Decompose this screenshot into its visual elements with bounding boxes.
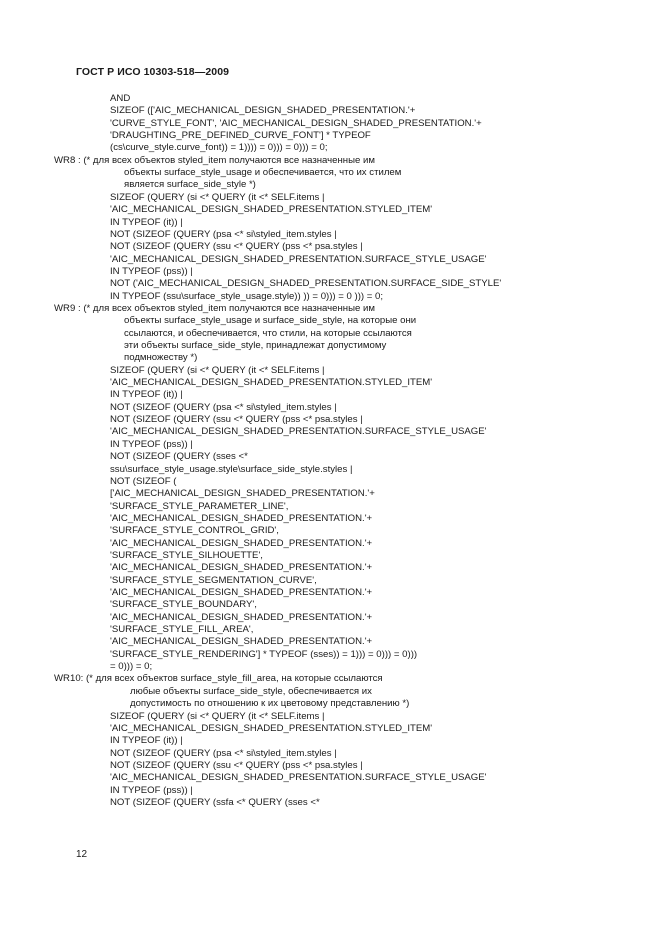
code-line: 'SURFACE_STYLE_CONTROL_GRID', (110, 525, 279, 537)
code-line: IN TYPEOF (it)) | (110, 389, 183, 401)
code-line: эти объекты surface_side_style, принадлежат допустимому (124, 340, 387, 351)
code-line: IN TYPEOF (it)) | (110, 735, 183, 747)
code-line: допустимость по отношению к их цветовому представлению *) (130, 698, 410, 710)
code-line: NOT (SIZEOF (QUERY (psa <* si\styled_item.styles | (110, 228, 337, 240)
code-line: 'AIC_MECHANICAL_DESIGN_SHADED_PRESENTATION.'+ (110, 562, 373, 574)
code-line: 'SURFACE_STYLE_RENDERING'] * TYPEOF (sses)) = 1))) = 0))) = 0))) (110, 648, 418, 660)
code-line: SIZEOF (QUERY (si <* QUERY (it <* SELF.items | (110, 364, 325, 376)
code-line: 'AIC_MECHANICAL_DESIGN_SHADED_PRESENTATION.STYLED_ITEM' (110, 377, 433, 389)
code-line: IN TYPEOF (it)) | (110, 216, 183, 228)
code-line: 'DRAUGHTING_PRE_DEFINED_CURVE_FONT'] * TYPEOF (110, 130, 371, 142)
code-line: 'AIC_MECHANICAL_DESIGN_SHADED_PRESENTATION.'+ (110, 636, 373, 648)
code-line: 'SURFACE_STYLE_BOUNDARY', (110, 599, 257, 611)
code-line: IN TYPEOF (pss)) | (110, 438, 193, 450)
code-line: 'AIC_MECHANICAL_DESIGN_SHADED_PRESENTATION.'+ (110, 537, 373, 549)
code-line: NOT (SIZEOF (QUERY (ssu <* QUERY (pss <* psa.styles | (110, 241, 363, 253)
code-line: SIZEOF (QUERY (si <* QUERY (it <* SELF.items | (110, 710, 325, 722)
code-line: NOT (SIZEOF (QUERY (ssu <* QUERY (pss <* psa.styles | (110, 759, 363, 771)
page-header: ГОСТ Р ИСО 10303-518—2009 (76, 66, 230, 78)
code-line: 'SURFACE_STYLE_FILL_AREA', (110, 624, 254, 636)
code-line: = 0))) = 0; (110, 661, 153, 673)
code-line: 'CURVE_STYLE_FONT', 'AIC_MECHANICAL_DESIGN_SHADED_PRESENTATION.'+ (110, 117, 482, 129)
code-line: 'SURFACE_STYLE_SEGMENTATION_CURVE', (110, 574, 317, 586)
code-line: объекты surface_style_usage и обеспечивается, что их стилем (124, 167, 402, 179)
code-line: NOT (SIZEOF (QUERY (ssu <* QUERY (pss <* psa.styles | (110, 414, 363, 426)
code-line: ['AIC_MECHANICAL_DESIGN_SHADED_PRESENTATION.'+ (110, 488, 375, 500)
code-line: любые объекты surface_side_style, обеспечивается их (130, 685, 372, 697)
code-line: 'AIC_MECHANICAL_DESIGN_SHADED_PRESENTATION.SURFACE_STYLE_USAGE' (110, 426, 487, 438)
code-line: NOT (SIZEOF (QUERY (psa <* si\styled_item.styles | (110, 747, 337, 759)
code-line: ssu\surface_style_usage.style\surface_side_style.styles | (110, 463, 353, 475)
code-line: NOT (SIZEOF (QUERY (sses <* (110, 451, 248, 463)
code-line: объекты surface_style_usage и surface_side_style, на которые они (124, 315, 417, 327)
code-line: 'AIC_MECHANICAL_DESIGN_SHADED_PRESENTATION.STYLED_ITEM' (110, 722, 433, 734)
code-line: 'SURFACE_STYLE_PARAMETER_LINE', (110, 500, 289, 512)
code-line: WR9 : (* для всех объектов styled_item получаются все назначенные им (54, 302, 375, 314)
code-line: WR8 : (* для всех объектов styled_item получаются все назначенные им (54, 154, 375, 166)
code-line: NOT (SIZEOF (QUERY (ssfa <* QUERY (sses <* (110, 796, 320, 808)
code-line: WR10: (* для всех объектов surface_style_fill_area, на которые ссылаются (54, 673, 383, 685)
code-line: ссылаются, и обеспечивается, что стили, на которые ссылаются (124, 327, 412, 339)
code-line: (cs\curve_style.curve_font)) = 1)))) = 0))) = 0))) = 0; (110, 142, 328, 154)
page-number: 12 (76, 849, 88, 860)
code-line: IN TYPEOF (pss)) | (110, 784, 193, 796)
code-line: NOT (SIZEOF (QUERY (psa <* si\styled_item.styles | (110, 401, 337, 413)
code-line: 'AIC_MECHANICAL_DESIGN_SHADED_PRESENTATION.'+ (110, 587, 373, 598)
code-line: IN TYPEOF (pss)) | (110, 265, 193, 277)
code-line: является surface_side_style *) (124, 179, 256, 191)
code-line: IN TYPEOF (ssu\surface_style_usage.style)) )) = 0))) = 0 ))) = 0; (110, 290, 384, 302)
code-line: 'SURFACE_STYLE_SILHOUETTE', (110, 549, 263, 561)
code-line: SIZEOF (QUERY (si <* QUERY (it <* SELF.items | (110, 191, 325, 203)
code-line: 'AIC_MECHANICAL_DESIGN_SHADED_PRESENTATION.STYLED_ITEM' (110, 204, 433, 216)
code-line: 'AIC_MECHANICAL_DESIGN_SHADED_PRESENTATION.'+ (110, 611, 373, 623)
code-line: 'AIC_MECHANICAL_DESIGN_SHADED_PRESENTATION.SURFACE_STYLE_USAGE' (110, 253, 487, 265)
code-line: NOT (SIZEOF ( (110, 475, 177, 487)
code-line: 'AIC_MECHANICAL_DESIGN_SHADED_PRESENTATION.'+ (110, 512, 373, 524)
code-line: SIZEOF (['AIC_MECHANICAL_DESIGN_SHADED_PRESENTATION.'+ (110, 105, 416, 117)
code-line: подмножеству *) (124, 352, 198, 364)
code-line: 'AIC_MECHANICAL_DESIGN_SHADED_PRESENTATION.SURFACE_STYLE_USAGE' (110, 772, 487, 784)
code-line: AND (110, 93, 131, 104)
code-line: NOT ('AIC_MECHANICAL_DESIGN_SHADED_PRESENTATION.SURFACE_SIDE_STYLE' (110, 278, 502, 290)
